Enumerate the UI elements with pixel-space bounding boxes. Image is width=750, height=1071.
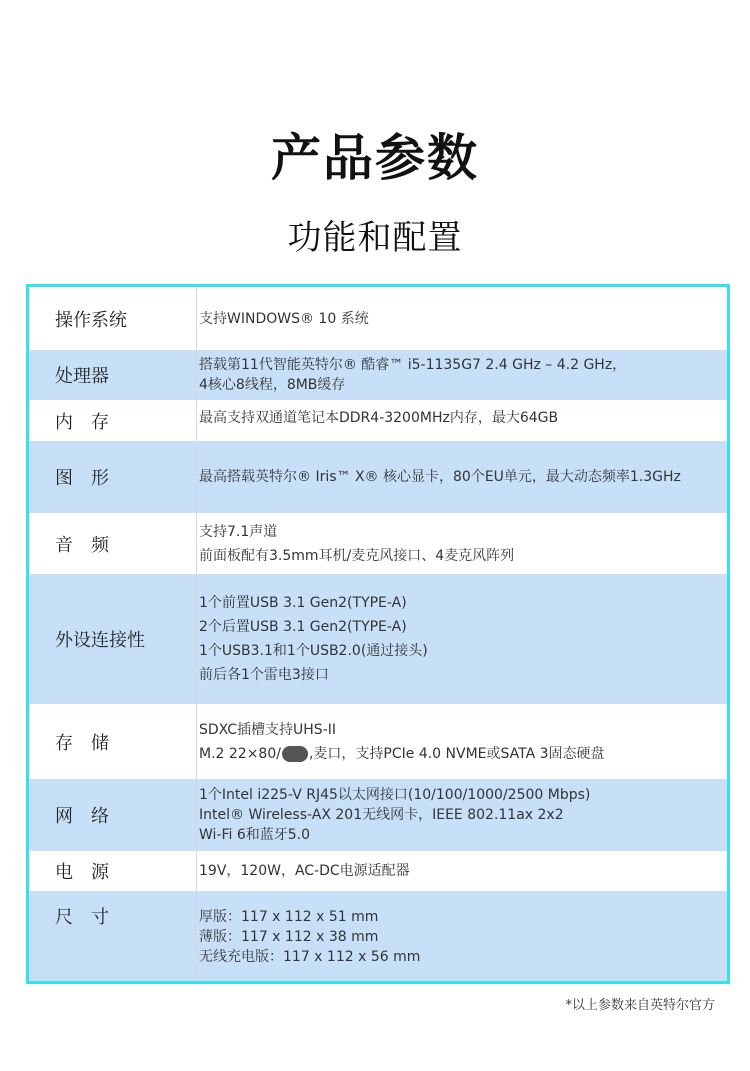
value-line: 前面板配有3.5mm耳机/麦克风接口、4麦克风阵列 (199, 547, 515, 564)
row-label: 内 存 (29, 400, 197, 441)
page-title: 产品参数 (271, 129, 479, 187)
value-line: Intel® Wireless-AX 201无线网卡，IEEE 802.11ax 2x2 (199, 807, 564, 823)
spec-row-audio (29, 513, 727, 574)
value-line: 1个前置USB 3.1 Gen2(TYPE-A) (199, 595, 407, 611)
footnote: *以上参数来自英特尔官方 (565, 998, 715, 1013)
spec-row-power (29, 851, 727, 891)
value-line: 支持WINDOWS® 10 系统 (199, 310, 369, 327)
section-subtitle: 功能和配置 (287, 218, 463, 258)
value-line: 1个USB3.1和1个USB2.0(通过接头) (199, 643, 428, 659)
value-line: M.2 22×80/ ,麦口，支持PCIe 4.0 NVME或SATA 3固态硬盘 (199, 745, 605, 762)
value-line: 最高支持双通道笔记本DDR4-3200MHz内存，最大64GB (199, 410, 559, 426)
spec-row-dimensions (29, 891, 727, 981)
value-line: 无线充电版：117 x 112 x 56 mm (199, 949, 421, 965)
row-label: 处理器 (29, 350, 197, 400)
row-value (199, 350, 719, 400)
spec-table (26, 284, 730, 984)
spec-row-storage (29, 704, 727, 779)
row-value (199, 704, 719, 779)
value-line: 搭载第11代智能英特尔® 酷睿™ i5-1135G7 2.4 GHz – 4.2 GHz， (199, 357, 627, 373)
value-line: SDXC插槽支持UHS-II (199, 721, 336, 738)
value-line: 1个Intel i225-V RJ45以太网接口(10/100/1000/2500 Mbps) (199, 787, 591, 803)
value-line: 支持7.1声道 (199, 523, 278, 540)
value-line: 4核心8线程，8MB缓存 (199, 377, 346, 393)
row-label: 音 频 (29, 513, 197, 574)
row-label: 网 络 (29, 779, 197, 851)
value-line: 2个后置USB 3.1 Gen2(TYPE-A) (199, 619, 407, 635)
row-value (199, 779, 719, 851)
row-value (199, 513, 719, 574)
spec-row-cpu (29, 350, 727, 400)
row-value (199, 574, 719, 704)
value-line: 薄版：117 x 112 x 38 mm (199, 929, 379, 945)
row-label: 尺 寸 (29, 891, 197, 981)
value-line: Wi-Fi 6和蓝牙5.0 (199, 827, 311, 843)
spec-row-connectivity (29, 574, 727, 704)
row-value (199, 400, 719, 441)
row-value (199, 287, 719, 350)
value-line: 19V，120W，AC-DC电源适配器 (199, 863, 410, 879)
row-value (199, 891, 719, 981)
row-value (199, 441, 719, 513)
row-value (199, 851, 719, 891)
spec-row-graphics (29, 441, 727, 513)
spec-row-memory (29, 400, 727, 441)
row-label: 图 形 (29, 441, 197, 513)
row-label: 存 储 (29, 704, 197, 779)
row-label: 操作系统 (29, 287, 197, 350)
row-label: 电 源 (29, 851, 197, 891)
spec-row-network (29, 779, 727, 851)
spec-row-os (29, 287, 727, 350)
redaction-mark (282, 746, 308, 762)
value-line: 前后各1个雷电3接口 (199, 667, 329, 683)
value-line: 最高搭载英特尔® Iris™ X® 核心显卡，80个EU单元，最大动态频率1.3GHz (199, 469, 681, 485)
value-line: 厚版：117 x 112 x 51 mm (199, 909, 379, 925)
row-label: 外设连接性 (29, 574, 197, 704)
